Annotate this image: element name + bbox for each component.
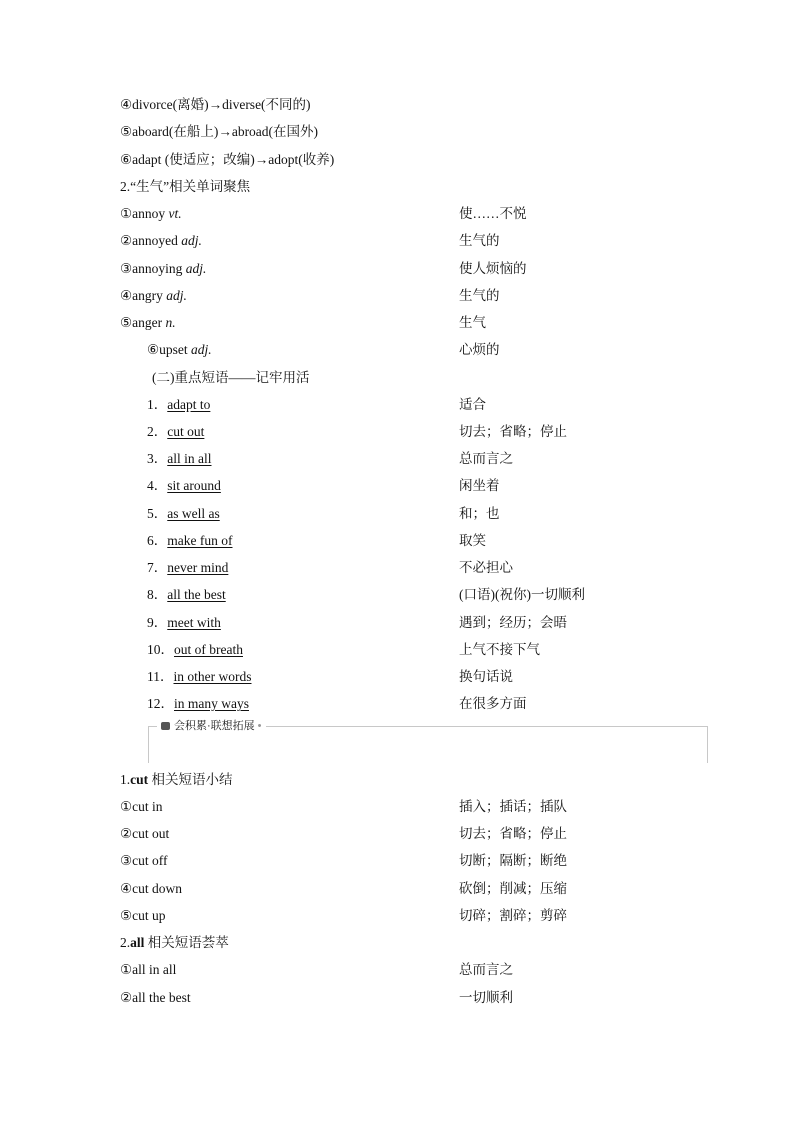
phrase-term: 4．sit around (147, 478, 221, 493)
extension-box-label: 会积累·联想拓展 • (157, 717, 266, 735)
phrase-meaning: 在很多方面 (459, 696, 527, 711)
phrase-meaning: 换句话说 (459, 669, 513, 684)
cut-meaning: 切断；隔断；断绝 (459, 853, 567, 868)
phrase-meaning: 闲坐着 (459, 478, 500, 493)
phrase-row (0, 475, 794, 497)
cut-phrase: ③cut off (120, 853, 168, 868)
word-pair-row (0, 121, 794, 143)
phrases-heading-row (0, 367, 794, 389)
phrase-row (0, 557, 794, 579)
word-pair-text: ④divorce(离婚)→diverse(不同的) (120, 97, 311, 112)
word-row (0, 230, 794, 252)
phrase-row (0, 448, 794, 470)
cut-phrase: ①cut in (120, 799, 163, 814)
cut-phrase: ④cut down (120, 881, 182, 896)
phrase-term: 12．in many ways (147, 696, 249, 711)
phrase-row (0, 639, 794, 661)
all-phrase: ②all the best (120, 990, 191, 1005)
phrase-row (0, 612, 794, 634)
phrase-meaning: (口语)(祝你)一切顺利 (459, 587, 585, 602)
phrase-row (0, 421, 794, 443)
dot-icon: • (257, 720, 262, 732)
word-meaning: 生气的 (459, 233, 500, 248)
cut-heading: 1.cut 相关短语小结 (120, 772, 233, 787)
phrase-term: 7．never mind (147, 560, 229, 575)
word-row (0, 203, 794, 225)
phrase-row (0, 503, 794, 525)
phrase-term: 2．cut out (147, 424, 205, 439)
phrase-term: 10．out of breath (147, 642, 243, 657)
phrases-heading: (二)重点短语——记牢用活 (152, 370, 310, 385)
cut-phrase-row (0, 878, 794, 900)
word-term: ②annoyed adj. (120, 233, 202, 248)
anger-heading-row (0, 176, 794, 198)
phrase-term: 11．in other words (147, 669, 252, 684)
cut-heading-row (0, 769, 794, 791)
word-pair-text: ⑥adapt (使适应；改编)→adopt(收养) (120, 152, 335, 167)
phrase-meaning: 切去；省略；停止 (459, 424, 567, 439)
phrase-meaning: 总而言之 (459, 451, 513, 466)
phrase-term: 1．adapt to (147, 397, 211, 412)
cut-meaning: 切碎；割碎；剪碎 (459, 908, 567, 923)
word-row (0, 258, 794, 280)
word-row (0, 285, 794, 307)
word-meaning: 心烦的 (459, 342, 500, 357)
word-term: ①annoy vt. (120, 206, 182, 221)
word-term: ⑥upset adj. (147, 342, 212, 357)
phrase-row (0, 666, 794, 688)
cut-phrase-row (0, 796, 794, 818)
cut-phrase: ②cut out (120, 826, 170, 841)
word-term: ④angry adj. (120, 288, 187, 303)
word-pair-text: ⑤aboard(在船上)→abroad(在国外) (120, 124, 319, 139)
cut-meaning: 砍倒；削减；压缩 (459, 881, 567, 896)
phrase-row (0, 693, 794, 715)
all-meaning: 总而言之 (459, 962, 513, 977)
word-meaning: 使……不悦 (459, 206, 527, 221)
word-pair-row (0, 94, 794, 116)
all-phrase: ①all in all (120, 962, 177, 977)
phrase-meaning: 上气不接下气 (459, 642, 540, 657)
cut-phrase-row (0, 905, 794, 927)
phrase-term: 8．all the best (147, 587, 226, 602)
word-term: ③annoying adj. (120, 261, 207, 276)
phrase-meaning: 和；也 (459, 506, 500, 521)
phrase-meaning: 遇到；经历；会晤 (459, 615, 567, 630)
word-meaning: 生气 (459, 315, 486, 330)
phrase-row (0, 530, 794, 552)
all-meaning: 一切顺利 (459, 990, 513, 1005)
extension-box (148, 720, 708, 763)
all-heading-row (0, 932, 794, 954)
all-phrase-row (0, 959, 794, 981)
all-phrase-row (0, 987, 794, 1009)
cut-phrase-row (0, 823, 794, 845)
phrase-meaning: 不必担心 (459, 560, 513, 575)
cut-phrase: ⑤cut up (120, 908, 166, 923)
word-meaning: 生气的 (459, 288, 500, 303)
phrase-term: 3．all in all (147, 451, 212, 466)
cut-phrase-row (0, 850, 794, 872)
cut-meaning: 插入；插话；插队 (459, 799, 567, 814)
phrase-row (0, 584, 794, 606)
word-pair-row (0, 149, 794, 171)
anger-heading: 2.“生气”相关单词聚焦 (120, 179, 251, 194)
all-heading: 2.all 相关短语荟萃 (120, 935, 229, 950)
phrase-row (0, 394, 794, 416)
word-row (0, 312, 794, 334)
notebook-icon (161, 722, 170, 730)
phrase-term: 9．meet with (147, 615, 221, 630)
word-row (0, 339, 794, 361)
word-term: ⑤anger n. (120, 315, 176, 330)
phrase-term: 6．make fun of (147, 533, 233, 548)
cut-meaning: 切去；省略；停止 (459, 826, 567, 841)
phrase-term: 5．as well as (147, 506, 220, 521)
phrase-meaning: 适合 (459, 397, 486, 412)
word-meaning: 使人烦恼的 (459, 261, 527, 276)
phrase-meaning: 取笑 (459, 533, 486, 548)
